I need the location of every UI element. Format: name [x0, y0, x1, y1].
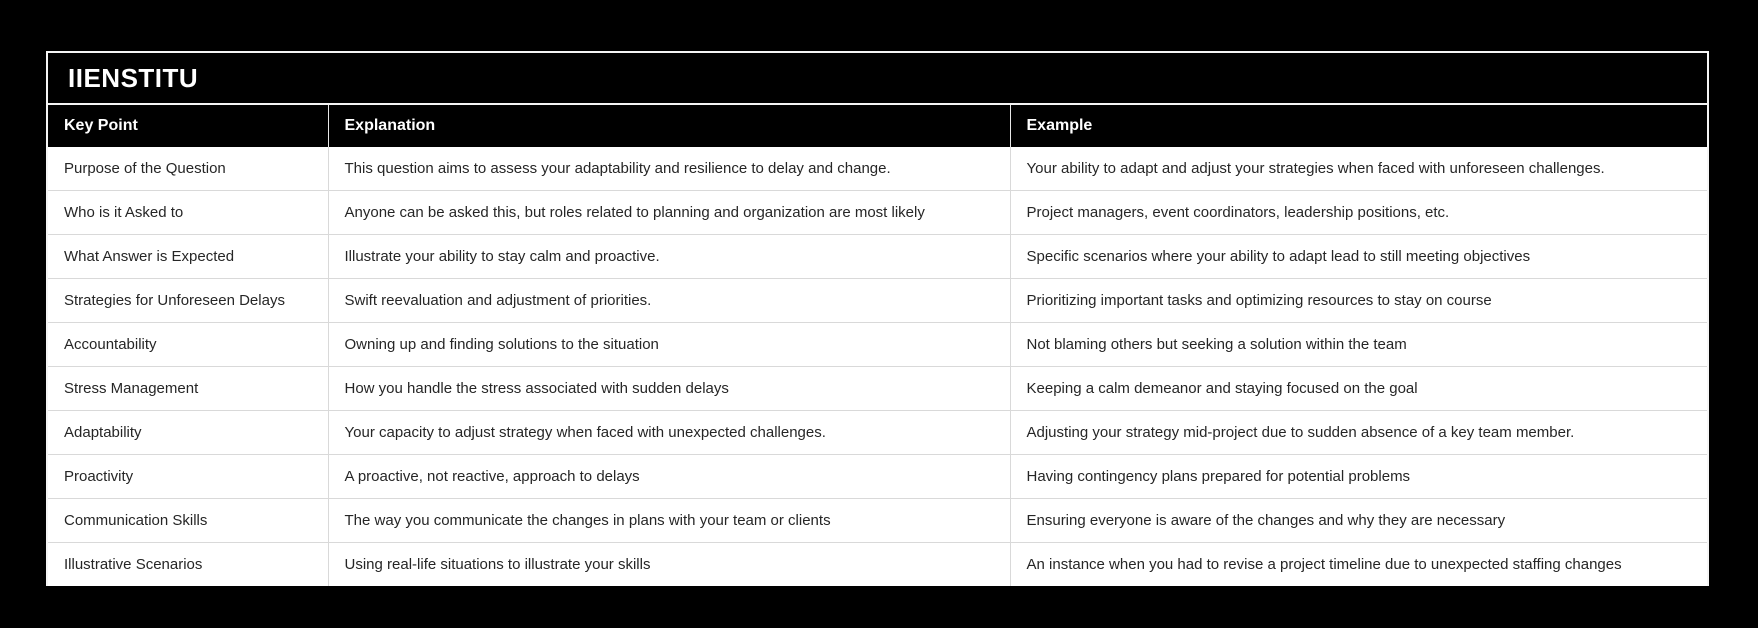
- cell-explanation: Anyone can be asked this, but roles related to planning and organization are most likely: [328, 191, 1010, 235]
- table-body: [48, 147, 1707, 586]
- cell-key-point: Purpose of the Question: [48, 147, 328, 191]
- table-header: [48, 105, 1707, 147]
- cell-explanation: A proactive, not reactive, approach to delays: [328, 455, 1010, 499]
- table-row: [48, 499, 1707, 543]
- table-row: [48, 411, 1707, 455]
- cell-example: Adjusting your strategy mid-project due to sudden absence of a key team member.: [1010, 411, 1707, 455]
- column-header-example: Example: [1010, 105, 1707, 147]
- cell-example: Having contingency plans prepared for potential problems: [1010, 455, 1707, 499]
- cell-key-point: Proactivity: [48, 455, 328, 499]
- table-row: [48, 323, 1707, 367]
- cell-example: Ensuring everyone is aware of the changes and why they are necessary: [1010, 499, 1707, 543]
- cell-example: Not blaming others but seeking a solution within the team: [1010, 323, 1707, 367]
- cell-example: Prioritizing important tasks and optimizing resources to stay on course: [1010, 279, 1707, 323]
- cell-key-point: Strategies for Unforeseen Delays: [48, 279, 328, 323]
- column-header-key-point: Key Point: [48, 105, 328, 147]
- cell-key-point: Illustrative Scenarios: [48, 543, 328, 587]
- cell-key-point: What Answer is Expected: [48, 235, 328, 279]
- cell-example: Project managers, event coordinators, leadership positions, etc.: [1010, 191, 1707, 235]
- cell-key-point: Adaptability: [48, 411, 328, 455]
- table-row: [48, 367, 1707, 411]
- key-points-table: [48, 105, 1707, 586]
- cell-key-point: Communication Skills: [48, 499, 328, 543]
- cell-explanation: Owning up and finding solutions to the situation: [328, 323, 1010, 367]
- cell-key-point: Accountability: [48, 323, 328, 367]
- cell-explanation: Illustrate your ability to stay calm and proactive.: [328, 235, 1010, 279]
- cell-example: Keeping a calm demeanor and staying focused on the goal: [1010, 367, 1707, 411]
- cell-key-point: Stress Management: [48, 367, 328, 411]
- title-bar: [48, 53, 1707, 105]
- table-row: [48, 455, 1707, 499]
- header-row: [48, 105, 1707, 147]
- table-row: [48, 543, 1707, 587]
- brand-table-card: [46, 51, 1709, 586]
- table-row: [48, 191, 1707, 235]
- cell-example: Specific scenarios where your ability to adapt lead to still meeting objectives: [1010, 235, 1707, 279]
- column-header-explanation: Explanation: [328, 105, 1010, 147]
- cell-explanation: This question aims to assess your adaptability and resilience to delay and change.: [328, 147, 1010, 191]
- table-row: [48, 147, 1707, 191]
- cell-explanation: The way you communicate the changes in plans with your team or clients: [328, 499, 1010, 543]
- cell-key-point: Who is it Asked to: [48, 191, 328, 235]
- brand-title: IIENSTITU: [68, 62, 199, 93]
- cell-example: Your ability to adapt and adjust your strategies when faced with unforeseen challenges.: [1010, 147, 1707, 191]
- cell-explanation: Swift reevaluation and adjustment of priorities.: [328, 279, 1010, 323]
- cell-explanation: Your capacity to adjust strategy when faced with unexpected challenges.: [328, 411, 1010, 455]
- cell-example: An instance when you had to revise a project timeline due to unexpected staffing changes: [1010, 543, 1707, 587]
- cell-explanation: Using real-life situations to illustrate your skills: [328, 543, 1010, 587]
- table-row: [48, 279, 1707, 323]
- cell-explanation: How you handle the stress associated with sudden delays: [328, 367, 1010, 411]
- table-row: [48, 235, 1707, 279]
